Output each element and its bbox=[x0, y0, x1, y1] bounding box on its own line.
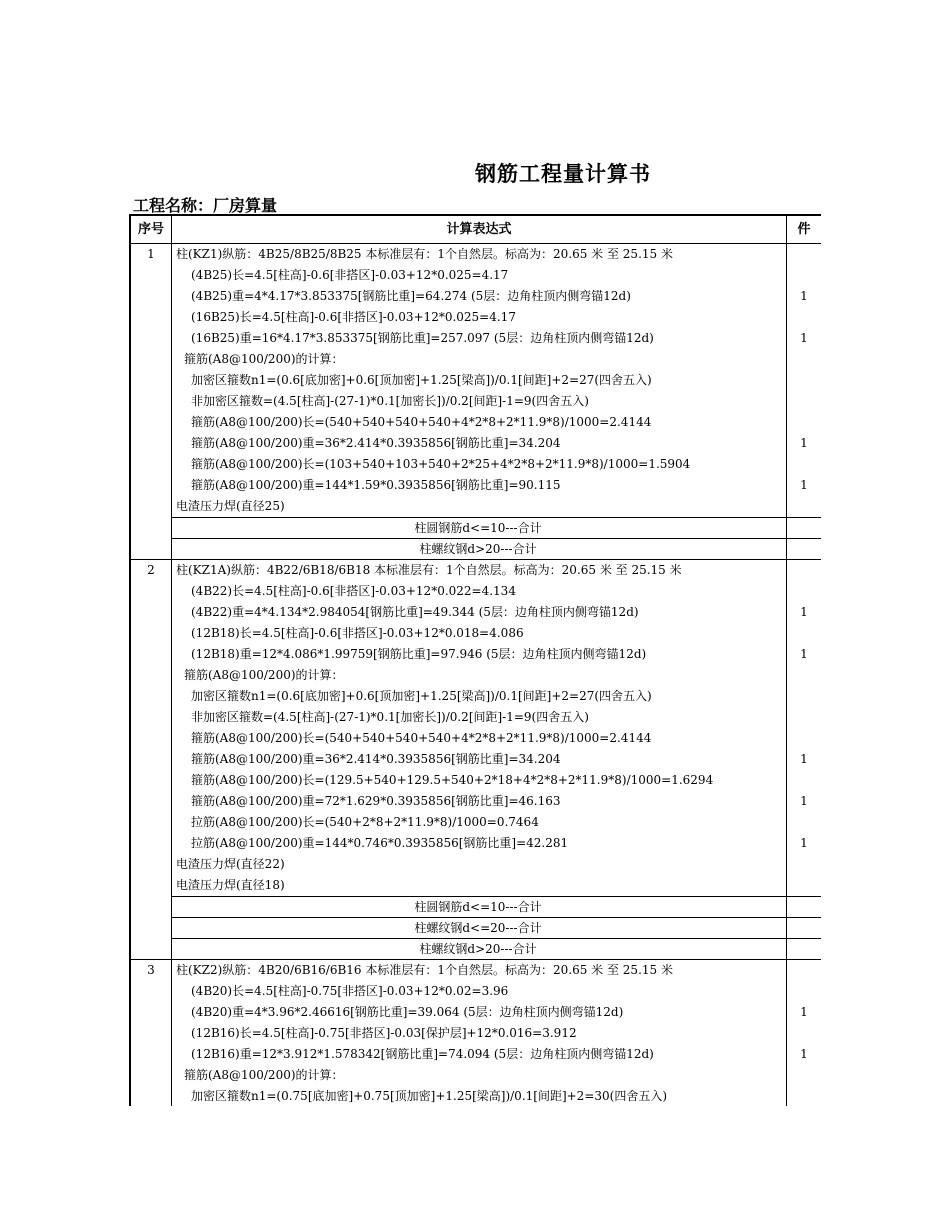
expression-text: 柱(KZ2)纵筋：4B20/6B16/6B16 本标准层有：1个自然层。标高为：20.65 米 至 25.15 米 bbox=[176, 963, 673, 977]
table-row bbox=[172, 307, 821, 328]
subtotal-label: 柱圆钢筋d<=10---合计 bbox=[414, 521, 542, 535]
table-row bbox=[172, 391, 821, 412]
seq-cell bbox=[131, 960, 172, 1106]
count-value: 1 bbox=[800, 478, 808, 492]
document-title: 钢筋工程量计算书 bbox=[475, 162, 651, 186]
table-row bbox=[172, 581, 821, 602]
table-row bbox=[172, 496, 821, 517]
expression-text: (16B25)重=16*4.17*3.853375[钢筋比重]=257.097 (5层：边角柱顶内侧弯锚12d) bbox=[191, 331, 654, 345]
count-value: 1 bbox=[800, 289, 808, 303]
seq-cell bbox=[131, 560, 172, 959]
expression-text: 非加密区箍数=(4.5[柱高]-(27-1)*0.1[加密长])/0.2[间距]-1=9(四舍五入) bbox=[191, 394, 589, 408]
seq-cell bbox=[131, 244, 172, 559]
subtotal-label: 柱螺纹钢d>20---合计 bbox=[419, 942, 537, 956]
expression-text: 箍筋(A8@100/200)的计算： bbox=[184, 668, 344, 682]
subtotal-row bbox=[172, 538, 821, 559]
expression-text: 箍筋(A8@100/200)重=72*1.629*0.3935856[钢筋比重]=46.163 bbox=[191, 794, 561, 808]
count-value: 1 bbox=[800, 331, 808, 345]
expression-text: 箍筋(A8@100/200)重=144*1.59*0.3935856[钢筋比重]=90.115 bbox=[191, 478, 561, 492]
table-row bbox=[172, 475, 821, 496]
expression-text: 箍筋(A8@100/200)重=36*2.414*0.3935856[钢筋比重]=34.204 bbox=[191, 436, 561, 450]
expression-text: (4B20)长=4.5[柱高]-0.75[非搭区]-0.03+12*0.02=3.96 bbox=[191, 984, 509, 998]
subtotal-row bbox=[172, 938, 821, 959]
table-row bbox=[172, 560, 821, 581]
table-row bbox=[172, 854, 821, 875]
table-row bbox=[172, 1065, 821, 1086]
table-row bbox=[172, 960, 821, 981]
table-row bbox=[172, 749, 821, 770]
count-value: 1 bbox=[800, 1047, 808, 1061]
count-value: 1 bbox=[800, 752, 808, 766]
expression-text: (12B16)重=12*3.912*1.578342[钢筋比重]=74.094 (5层：边角柱顶内侧弯锚12d) bbox=[191, 1047, 654, 1061]
count-value: 1 bbox=[800, 647, 808, 661]
expression-text: 箍筋(A8@100/200)长=(540+540+540+540+4*2*8+2*11.9*8)/1000=2.4144 bbox=[191, 731, 652, 745]
table-row bbox=[172, 791, 821, 812]
expression-text: (4B22)重=4*4.134*2.984054[钢筋比重]=49.344 (5层：边角柱顶内侧弯锚12d) bbox=[191, 605, 639, 619]
table-row bbox=[172, 1086, 821, 1106]
expression-text: 箍筋(A8@100/200)的计算： bbox=[184, 352, 344, 366]
seq-number: 2 bbox=[147, 563, 155, 577]
expression-text: 非加密区箍数=(4.5[柱高]-(27-1)*0.1[加密长])/0.2[间距]-1=9(四舍五入) bbox=[191, 710, 589, 724]
expression-text: (16B25)长=4.5[柱高]-0.6[非搭区]-0.03+12*0.025=4.17 bbox=[191, 310, 516, 324]
table-row bbox=[172, 1002, 821, 1023]
table-row bbox=[172, 875, 821, 896]
seq-number: 1 bbox=[147, 247, 155, 261]
table-row bbox=[172, 433, 821, 454]
seq-number: 3 bbox=[147, 963, 155, 977]
expression-text: 加密区箍数n1=(0.6[底加密]+0.6[顶加密]+1.25[梁高])/0.1[间距]+2=27(四舍五入) bbox=[191, 689, 652, 703]
count-value: 1 bbox=[800, 1005, 808, 1019]
expression-text: 箍筋(A8@100/200)长=(129.5+540+129.5+540+2*18+4*2*8+2*11.9*8)/1000=1.6294 bbox=[191, 773, 714, 787]
table-group bbox=[131, 244, 821, 560]
count-value: 1 bbox=[800, 605, 808, 619]
subtotal-row bbox=[172, 896, 821, 917]
count-value: 1 bbox=[800, 836, 808, 850]
header-seq: 序号 bbox=[131, 216, 172, 243]
table-row bbox=[172, 1044, 821, 1065]
table-row bbox=[172, 686, 821, 707]
expression-text: 电渣压力焊(直径22) bbox=[176, 857, 285, 871]
expression-text: 加密区箍数n1=(0.75[底加密]+0.75[顶加密]+1.25[梁高])/0.1[间距]+2=30(四舍五入) bbox=[191, 1089, 668, 1103]
expression-text: (4B25)长=4.5[柱高]-0.6[非搭区]-0.03+12*0.025=4.17 bbox=[191, 268, 509, 282]
count-column-divider bbox=[786, 560, 787, 959]
expression-text: (4B25)重=4*4.17*3.853375[钢筋比重]=64.274 (5层：边角柱顶内侧弯锚12d) bbox=[191, 289, 631, 303]
expression-text: 箍筋(A8@100/200)的计算： bbox=[184, 1068, 344, 1082]
expression-text: 拉筋(A8@100/200)重=144*0.746*0.3935856[钢筋比重]=42.281 bbox=[191, 836, 569, 850]
expression-text: 箍筋(A8@100/200)长=(540+540+540+540+4*2*8+2*11.9*8)/1000=2.4144 bbox=[191, 415, 652, 429]
expression-text: 电渣压力焊(直径18) bbox=[176, 878, 285, 892]
table-row bbox=[172, 328, 821, 349]
table-row bbox=[172, 244, 821, 265]
expression-text: 箍筋(A8@100/200)重=36*2.414*0.3935856[钢筋比重]=34.204 bbox=[191, 752, 561, 766]
count-column-divider bbox=[786, 960, 787, 1106]
header-expression: 计算表达式 bbox=[172, 216, 787, 243]
expression-text: 拉筋(A8@100/200)长=(540+2*8+2*11.9*8)/1000=0.7464 bbox=[191, 815, 539, 829]
expression-text: 柱(KZ1A)纵筋：4B22/6B18/6B18 本标准层有：1个自然层。标高为：20.65 米 至 25.15 米 bbox=[176, 563, 682, 577]
subtotal-label: 柱螺纹钢d<=20---合计 bbox=[414, 921, 542, 935]
table-row bbox=[172, 981, 821, 1002]
expression-text: (4B22)长=4.5[柱高]-0.6[非搭区]-0.03+12*0.022=4.134 bbox=[191, 584, 516, 598]
header-count: 件 bbox=[797, 222, 811, 237]
table-row bbox=[172, 602, 821, 623]
count-value: 1 bbox=[800, 794, 808, 808]
table-group bbox=[131, 960, 821, 1106]
project-name: 工程名称：厂房算量 bbox=[133, 196, 278, 215]
expression-text: 电渣压力焊(直径25) bbox=[176, 499, 285, 513]
expression-text: (12B18)重=12*4.086*1.99759[钢筋比重]=97.946 (5层：边角柱顶内侧弯锚12d) bbox=[191, 647, 647, 661]
subtotal-row bbox=[172, 517, 821, 538]
table-row bbox=[172, 812, 821, 833]
table-row bbox=[172, 370, 821, 391]
table-row bbox=[172, 770, 821, 791]
table-header bbox=[131, 216, 821, 244]
count-value: 1 bbox=[800, 436, 808, 450]
table-row bbox=[172, 1023, 821, 1044]
count-column-divider bbox=[786, 244, 787, 559]
table-row bbox=[172, 833, 821, 854]
expression-text: (4B20)重=4*3.96*2.46616[钢筋比重]=39.064 (5层：边角柱顶内侧弯锚12d) bbox=[191, 1005, 624, 1019]
expression-text: (12B18)长=4.5[柱高]-0.6[非搭区]-0.03+12*0.018=4.086 bbox=[191, 626, 524, 640]
table-row bbox=[172, 728, 821, 749]
table-row bbox=[172, 265, 821, 286]
expression-text: 加密区箍数n1=(0.6[底加密]+0.6[顶加密]+1.25[梁高])/0.1[间距]+2=27(四舍五入) bbox=[191, 373, 652, 387]
table-row bbox=[172, 286, 821, 307]
table-row bbox=[172, 623, 821, 644]
subtotal-label: 柱圆钢筋d<=10---合计 bbox=[414, 900, 542, 914]
expression-text: 柱(KZ1)纵筋：4B25/8B25/8B25 本标准层有：1个自然层。标高为：20.65 米 至 25.15 米 bbox=[176, 247, 673, 261]
table-row bbox=[172, 707, 821, 728]
expression-text: 箍筋(A8@100/200)长=(103+540+103+540+2*25+4*2*8+2*11.9*8)/1000=1.5904 bbox=[191, 457, 691, 471]
subtotal-label: 柱螺纹钢d>20---合计 bbox=[419, 542, 537, 556]
table-row bbox=[172, 412, 821, 433]
table-row bbox=[172, 644, 821, 665]
table-group bbox=[131, 560, 821, 960]
calculation-table bbox=[129, 214, 821, 1106]
subtotal-row bbox=[172, 917, 821, 938]
table-row bbox=[172, 665, 821, 686]
table-row bbox=[172, 349, 821, 370]
expression-text: (12B16)长=4.5[柱高]-0.75[非搭区]-0.03[保护层]+12*0.016=3.912 bbox=[191, 1026, 577, 1040]
table-row bbox=[172, 454, 821, 475]
